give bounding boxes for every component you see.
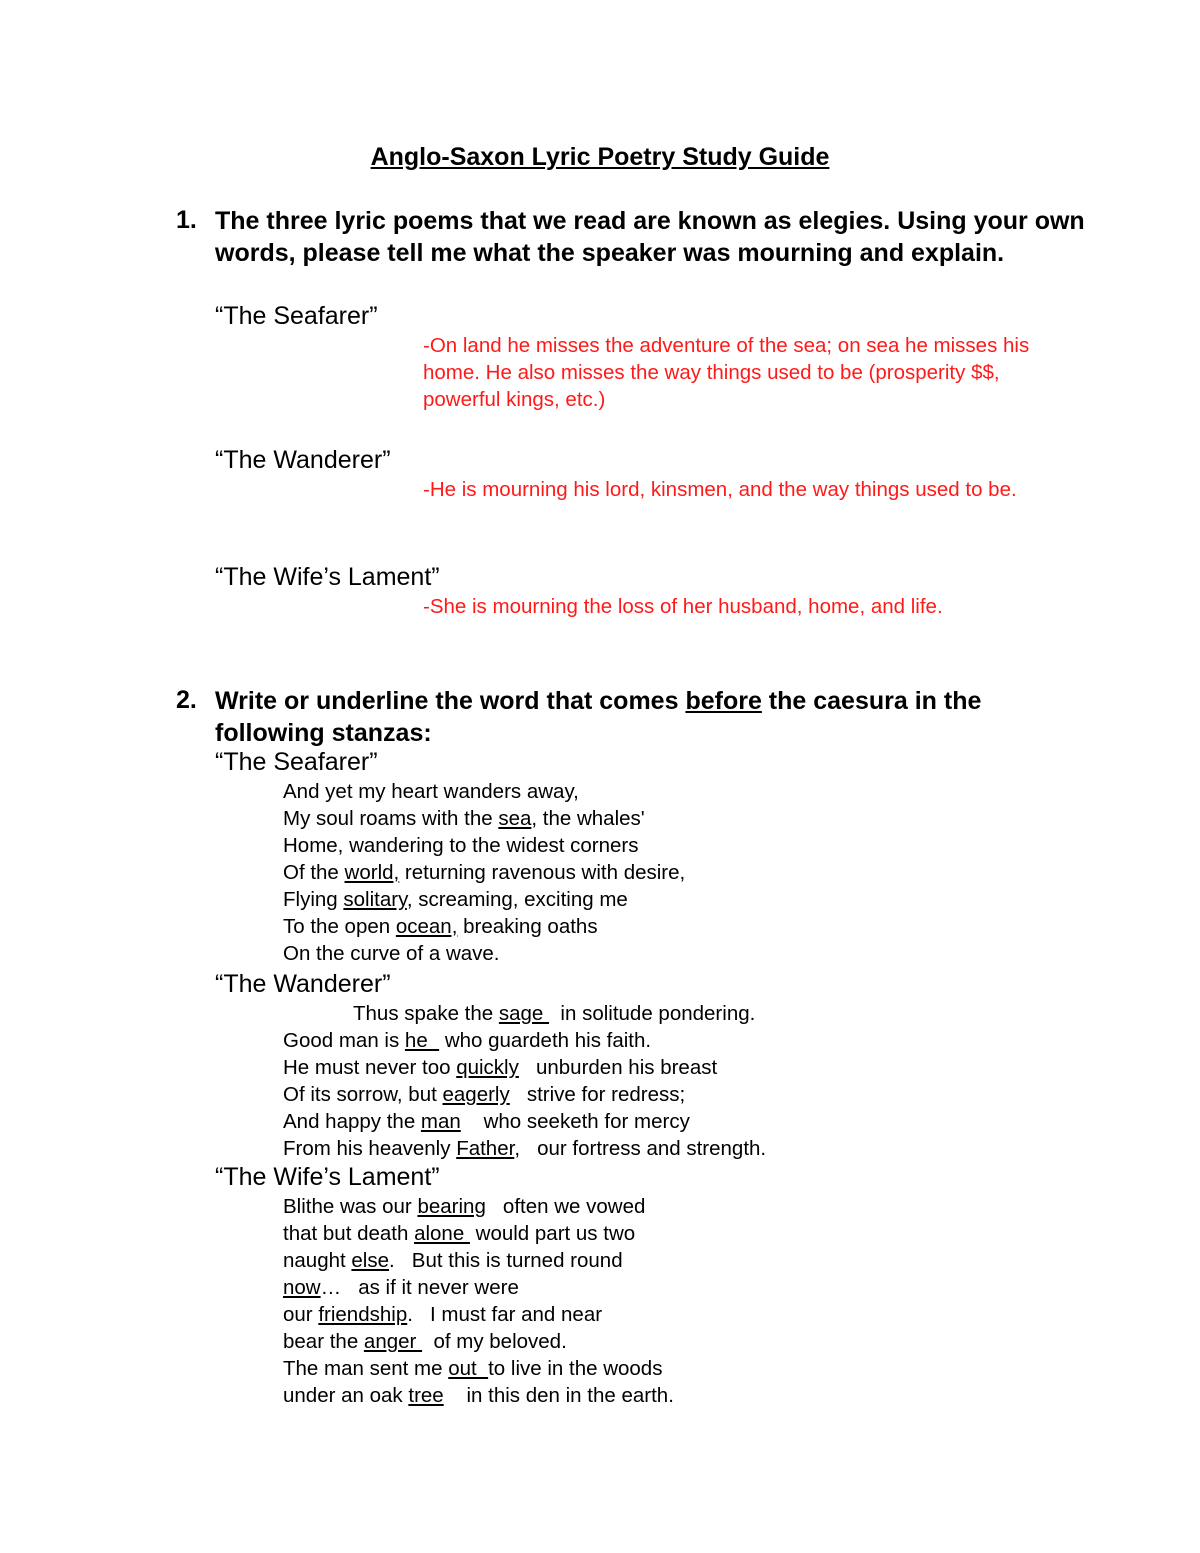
q1-answer-wifes-lament: -She is mourning the loss of her husband, home, and life.	[423, 595, 943, 618]
underlined-word: eagerly	[442, 1083, 510, 1106]
q1-poem-title-seafarer: “The Seafarer”	[215, 302, 378, 330]
poem-line-text: Of the	[283, 861, 345, 884]
poem-line-text: often we vowed	[485, 1195, 646, 1218]
poem-line-text: in this den in the earth.	[443, 1384, 674, 1407]
poem-line-text: under an oak	[283, 1384, 409, 1407]
poem-line-text: in solitude pondering.	[549, 1002, 756, 1025]
poem-line	[283, 1081, 766, 1108]
poem-line-text: that but death	[283, 1222, 415, 1245]
poem-line-text: Home, wandering to the widest corners	[283, 834, 639, 857]
q1-answer-wanderer: -He is mourning his lord, kinsmen, and the way things used to be.	[423, 478, 1017, 501]
underlined-word: anger	[363, 1330, 423, 1353]
poem-line-text: Of its sorrow, but	[283, 1083, 443, 1106]
underlined-word: alone	[414, 1222, 470, 1245]
poem-line-text: And happy the	[283, 1110, 421, 1133]
underlined-word: solitary	[343, 888, 407, 911]
q2-stanza-seafarer	[283, 778, 685, 967]
page-title: Anglo-Saxon Lyric Poetry Study Guide	[370, 143, 830, 171]
question-2-number: 2.	[176, 686, 197, 714]
poem-line	[283, 1274, 674, 1301]
poem-line	[283, 1355, 674, 1382]
poem-line	[283, 832, 685, 859]
poem-line	[283, 1301, 674, 1328]
poem-line	[283, 805, 685, 832]
underlined-word: sage	[498, 1002, 550, 1025]
q2-stanza-wifes-lament	[283, 1193, 674, 1409]
poem-line-text: Good man is	[283, 1029, 405, 1052]
poem-line-text: of my beloved.	[422, 1330, 567, 1353]
poem-line	[283, 1108, 766, 1135]
poem-line-text: To the open	[283, 915, 396, 938]
poem-line-text: From his heavenly	[283, 1137, 457, 1160]
poem-line-text: strive for redress;	[509, 1083, 686, 1106]
question-2-text	[215, 686, 1085, 749]
poem-line	[283, 1054, 766, 1081]
poem-line-text: who guardeth his faith.	[439, 1029, 652, 1052]
poem-line-text: breaking oaths	[457, 915, 598, 938]
poem-line	[283, 1328, 674, 1355]
poem-line	[283, 1220, 674, 1247]
underlined-word: tree	[408, 1384, 444, 1407]
poem-line	[283, 1027, 766, 1054]
poem-line-text: naught	[283, 1249, 352, 1272]
poem-line-text: Blithe was our	[283, 1195, 418, 1218]
poem-line	[283, 1135, 766, 1162]
poem-line-text: My soul roams with the	[283, 807, 499, 830]
question-1-text: The three lyric poems that we read are known as elegies. Using your own words, please tell me what the speaker was mourning and explain.	[215, 207, 1085, 267]
poem-line-text: On the curve of a wave.	[283, 942, 500, 965]
poem-line-text: The man sent me	[283, 1357, 449, 1380]
q1-poem-title-wifes-lament: “The Wife’s Lament”	[215, 563, 440, 591]
poem-line	[283, 1382, 674, 1409]
underlined-word: world,	[344, 861, 400, 884]
question-2-text-before: Write or underline the word that comes	[215, 687, 686, 715]
q2-poem-title-wanderer: “The Wanderer”	[215, 970, 391, 998]
question-1-number: 1.	[176, 206, 197, 234]
q1-answer-seafarer: -On land he misses the adventure of the sea; on sea he misses his home. He also misses the way things used to be (prosperity $$, powerful kings, etc.)	[423, 334, 1030, 411]
poem-line	[283, 1193, 674, 1220]
question-2-text-after: the caesura in the following stanzas:	[215, 687, 982, 747]
underlined-word: now	[283, 1276, 321, 1299]
poem-line-text: … as if it never were	[320, 1276, 519, 1299]
poem-line	[283, 886, 685, 913]
poem-line-text: returning ravenous with desire,	[399, 861, 686, 884]
underlined-word: bearing	[417, 1195, 486, 1218]
underlined-word: sea	[498, 807, 532, 830]
poem-line	[283, 859, 685, 886]
poem-line-text: Thus spake the	[353, 1002, 499, 1025]
underlined-word: friendship	[318, 1303, 408, 1326]
poem-line	[283, 778, 685, 805]
poem-line-text: . I must far and near	[407, 1303, 603, 1326]
q1-poem-title-wanderer: “The Wanderer”	[215, 446, 391, 474]
poem-line	[283, 913, 685, 940]
poem-line-text: to live in the woods	[488, 1357, 663, 1380]
underlined-word: man	[420, 1110, 461, 1133]
q2-stanza-wanderer	[283, 1000, 766, 1162]
poem-line	[283, 940, 685, 967]
underlined-word: ocean,	[395, 915, 458, 938]
underlined-word: else	[351, 1249, 390, 1272]
poem-line	[283, 1000, 766, 1027]
underlined-word: Father	[456, 1137, 515, 1160]
poem-line-text: bear the	[283, 1330, 364, 1353]
poem-line-text: And yet my heart wanders away,	[283, 780, 579, 803]
underlined-word: he	[404, 1029, 440, 1052]
poem-line-text: Flying	[283, 888, 344, 911]
poem-line-text: would part us two	[469, 1222, 636, 1245]
poem-line-text: unburden his breast	[518, 1056, 718, 1079]
underlined-word: out	[448, 1357, 489, 1380]
poem-line-text: our	[283, 1303, 319, 1326]
question-2-emphasis: before	[685, 687, 762, 715]
poem-line-text: , the whales'	[531, 807, 645, 830]
underlined-word: quickly	[456, 1056, 519, 1079]
q2-poem-title-seafarer: “The Seafarer”	[215, 748, 378, 776]
poem-line-text: who seeketh for mercy	[460, 1110, 690, 1133]
poem-line-text: , screaming, exciting me	[406, 888, 628, 911]
poem-line-text: He must never too	[283, 1056, 457, 1079]
q2-poem-title-wifes-lament: “The Wife’s Lament”	[215, 1163, 440, 1191]
poem-line	[283, 1247, 674, 1274]
poem-line-text: . But this is turned round	[389, 1249, 623, 1272]
poem-line-text: , our fortress and strength.	[514, 1137, 767, 1160]
